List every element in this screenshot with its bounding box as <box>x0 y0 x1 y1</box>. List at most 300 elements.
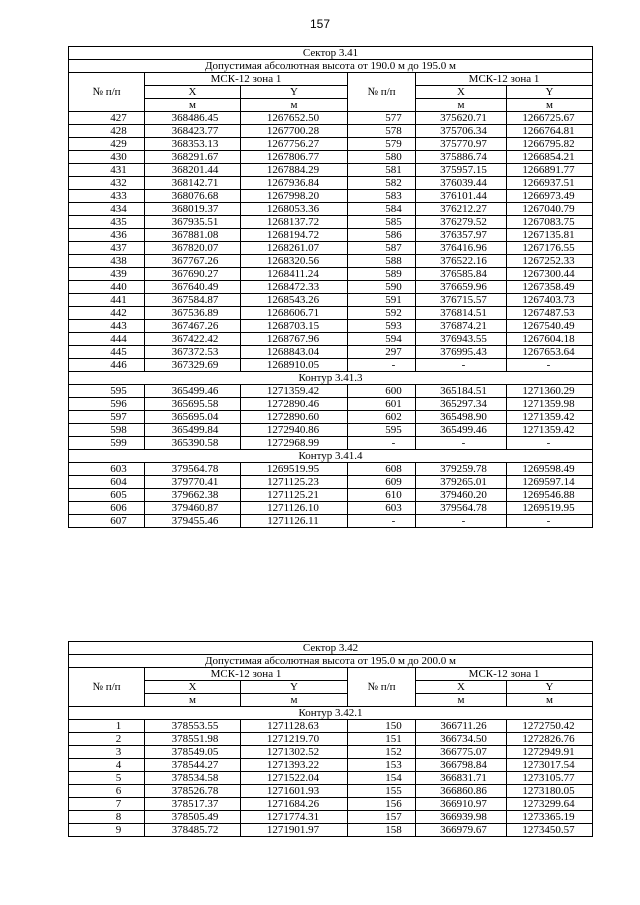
point-number: 443 <box>69 320 145 333</box>
coord-y: 1267806.77 <box>241 151 348 164</box>
coord-y: 1268703.15 <box>241 320 348 333</box>
point-number: 8 <box>69 811 145 824</box>
coord-y: 1271522.04 <box>241 772 348 785</box>
point-number: 444 <box>69 333 145 346</box>
coord-y: 1273299.64 <box>507 798 593 811</box>
coord-x: 379460.20 <box>416 489 507 502</box>
coord-x: 367640.49 <box>145 281 241 294</box>
table-row <box>69 489 593 502</box>
coord-x: 367536.89 <box>145 307 241 320</box>
point-number: 584 <box>348 203 416 216</box>
coord-x: 379770.41 <box>145 476 241 489</box>
coord-y: 1268261.07 <box>241 242 348 255</box>
point-number: 158 <box>348 824 416 837</box>
coord-y: 1269546.88 <box>507 489 593 502</box>
point-number: 608 <box>348 463 416 476</box>
coord-x: 379265.01 <box>416 476 507 489</box>
coord-y: 1266764.81 <box>507 125 593 138</box>
header-x: X <box>145 681 241 694</box>
point-number: 431 <box>69 164 145 177</box>
table-row <box>69 398 593 411</box>
point-number: 605 <box>69 489 145 502</box>
coord-y: 1271125.21 <box>241 489 348 502</box>
coord-y: 1272890.46 <box>241 398 348 411</box>
header-num: № п/п <box>69 73 145 112</box>
coord-x: 376212.27 <box>416 203 507 216</box>
point-number: 586 <box>348 229 416 242</box>
point-number: 593 <box>348 320 416 333</box>
point-number: 3 <box>69 746 145 759</box>
coord-y: 1268767.96 <box>241 333 348 346</box>
point-number: 433 <box>69 190 145 203</box>
coord-y: 1272826.76 <box>507 733 593 746</box>
coord-x: - <box>416 515 507 528</box>
coord-x: 366775.07 <box>416 746 507 759</box>
coord-y: 1268606.71 <box>241 307 348 320</box>
coord-y: 1268843.04 <box>241 346 348 359</box>
sector-title: Сектор 3.41 <box>69 47 593 60</box>
point-number: 427 <box>69 112 145 125</box>
point-number: 589 <box>348 268 416 281</box>
coord-y: 1272750.42 <box>507 720 593 733</box>
table-row <box>69 515 593 528</box>
point-number: 606 <box>69 502 145 515</box>
point-number: 607 <box>69 515 145 528</box>
coord-y: 1267604.18 <box>507 333 593 346</box>
coord-x: 379460.87 <box>145 502 241 515</box>
coord-y: 1271774.31 <box>241 811 348 824</box>
table-row <box>69 798 593 811</box>
coord-y: - <box>507 515 593 528</box>
sector-table <box>68 641 593 837</box>
coord-x: 368142.71 <box>145 177 241 190</box>
coord-x: 376659.96 <box>416 281 507 294</box>
point-number: 429 <box>69 138 145 151</box>
header-system: МСК-12 зона 1 <box>145 73 348 86</box>
height-range: Допустимая абсолютная высота от 195.0 м до 200.0 м <box>69 655 593 668</box>
point-number: 594 <box>348 333 416 346</box>
coord-y: 1267700.28 <box>241 125 348 138</box>
point-number: 603 <box>69 463 145 476</box>
coord-y: 1269519.95 <box>507 502 593 515</box>
table-row <box>69 242 593 255</box>
coord-x: 367329.69 <box>145 359 241 372</box>
table-row <box>69 385 593 398</box>
coord-x: - <box>416 437 507 450</box>
point-number: 590 <box>348 281 416 294</box>
contour-title: Контур 3.41.3 <box>69 372 593 385</box>
point-number: 9 <box>69 824 145 837</box>
coord-y: 1267135.81 <box>507 229 593 242</box>
coord-x: 365297.34 <box>416 398 507 411</box>
coord-x: 379455.46 <box>145 515 241 528</box>
point-number: 579 <box>348 138 416 151</box>
coord-x: 367372.53 <box>145 346 241 359</box>
coord-x: 365695.58 <box>145 398 241 411</box>
coord-x: 366910.97 <box>416 798 507 811</box>
table-row <box>69 463 593 476</box>
table-row <box>69 125 593 138</box>
coord-x: 367820.07 <box>145 242 241 255</box>
coord-x: 367881.08 <box>145 229 241 242</box>
table-row <box>69 164 593 177</box>
coord-x: 376814.51 <box>416 307 507 320</box>
coord-x: 376279.52 <box>416 216 507 229</box>
coord-y: 1273450.57 <box>507 824 593 837</box>
table-row <box>69 320 593 333</box>
coord-y: 1273017.54 <box>507 759 593 772</box>
sector-table <box>68 46 593 528</box>
table-row <box>69 811 593 824</box>
coord-x: 365390.58 <box>145 437 241 450</box>
coord-x: 366979.67 <box>416 824 507 837</box>
header-unit: м <box>416 694 507 707</box>
point-number: 7 <box>69 798 145 811</box>
coord-y: 1268910.05 <box>241 359 348 372</box>
coord-y: 1266937.51 <box>507 177 593 190</box>
coord-y: 1267300.44 <box>507 268 593 281</box>
point-number: 153 <box>348 759 416 772</box>
coord-x: 365695.04 <box>145 411 241 424</box>
table-row <box>69 255 593 268</box>
coord-y: 1271360.29 <box>507 385 593 398</box>
coord-y: 1271901.97 <box>241 824 348 837</box>
coord-y: 1272968.99 <box>241 437 348 450</box>
header-y: Y <box>241 681 348 694</box>
coord-y: 1271125.23 <box>241 476 348 489</box>
coord-x: 365184.51 <box>416 385 507 398</box>
table-row <box>69 190 593 203</box>
point-number: 2 <box>69 733 145 746</box>
header-unit: м <box>241 694 348 707</box>
table-row <box>69 733 593 746</box>
point-number: 6 <box>69 785 145 798</box>
coord-x: 378485.72 <box>145 824 241 837</box>
point-number: 582 <box>348 177 416 190</box>
point-number: 430 <box>69 151 145 164</box>
header-unit: м <box>507 694 593 707</box>
point-number: 604 <box>69 476 145 489</box>
coord-y: - <box>507 359 593 372</box>
point-number: 601 <box>348 398 416 411</box>
header-unit: м <box>145 99 241 112</box>
coord-x: 376585.84 <box>416 268 507 281</box>
coord-y: 1267540.49 <box>507 320 593 333</box>
coord-x: 378544.27 <box>145 759 241 772</box>
header-y: Y <box>507 681 593 694</box>
header-y: Y <box>507 86 593 99</box>
header-unit: м <box>241 99 348 112</box>
point-number: 437 <box>69 242 145 255</box>
point-number: 591 <box>348 294 416 307</box>
table-row <box>69 333 593 346</box>
header-x: X <box>416 86 507 99</box>
point-number: 151 <box>348 733 416 746</box>
coord-y: 1271302.52 <box>241 746 348 759</box>
point-number: 436 <box>69 229 145 242</box>
coord-x: 379564.78 <box>416 502 507 515</box>
coord-y: 1269597.14 <box>507 476 593 489</box>
point-number: 152 <box>348 746 416 759</box>
coord-x: 368486.45 <box>145 112 241 125</box>
point-number: 583 <box>348 190 416 203</box>
table-row <box>69 759 593 772</box>
coord-y: 1268320.56 <box>241 255 348 268</box>
coord-y: 1267936.84 <box>241 177 348 190</box>
table-row <box>69 424 593 437</box>
coord-x: 378526.78 <box>145 785 241 798</box>
coord-x: 367467.26 <box>145 320 241 333</box>
table-row <box>69 203 593 216</box>
coord-x: 376943.55 <box>416 333 507 346</box>
table-row <box>69 720 593 733</box>
coord-x: 378551.98 <box>145 733 241 746</box>
coord-y: 1273365.19 <box>507 811 593 824</box>
point-number: 150 <box>348 720 416 733</box>
coord-y: 1272949.91 <box>507 746 593 759</box>
coord-x: 365499.46 <box>145 385 241 398</box>
coord-x: 367767.26 <box>145 255 241 268</box>
coord-x: 376101.44 <box>416 190 507 203</box>
header-x: X <box>416 681 507 694</box>
coord-y: 1267403.73 <box>507 294 593 307</box>
point-number: 600 <box>348 385 416 398</box>
coord-y: 1266973.49 <box>507 190 593 203</box>
coord-x: 368019.37 <box>145 203 241 216</box>
coord-x: 378505.49 <box>145 811 241 824</box>
table-row <box>69 294 593 307</box>
coord-x: 366711.26 <box>416 720 507 733</box>
point-number: - <box>348 437 416 450</box>
point-number: 581 <box>348 164 416 177</box>
point-number: 445 <box>69 346 145 359</box>
table-row <box>69 746 593 759</box>
coord-y: 1271219.70 <box>241 733 348 746</box>
table-row <box>69 437 593 450</box>
coord-y: 1267884.29 <box>241 164 348 177</box>
table-row <box>69 229 593 242</box>
table-row <box>69 307 593 320</box>
coord-x: 368201.44 <box>145 164 241 177</box>
point-number: 596 <box>69 398 145 411</box>
coord-x: 375620.71 <box>416 112 507 125</box>
coord-x: 379662.38 <box>145 489 241 502</box>
coord-x: 368353.13 <box>145 138 241 151</box>
coord-y: 1268411.24 <box>241 268 348 281</box>
point-number: 580 <box>348 151 416 164</box>
coord-x: 368291.67 <box>145 151 241 164</box>
coord-x: 376715.57 <box>416 294 507 307</box>
table-row <box>69 268 593 281</box>
coord-y: 1267083.75 <box>507 216 593 229</box>
point-number: 5 <box>69 772 145 785</box>
coord-x: 378549.05 <box>145 746 241 759</box>
point-number: 588 <box>348 255 416 268</box>
point-number: 609 <box>348 476 416 489</box>
table-row <box>69 785 593 798</box>
header-num: № п/п <box>348 668 416 707</box>
coord-x: 379564.78 <box>145 463 241 476</box>
coord-x: - <box>416 359 507 372</box>
coord-x: 379259.78 <box>416 463 507 476</box>
coord-y: 1271359.42 <box>507 424 593 437</box>
table-row <box>69 359 593 372</box>
point-number: 598 <box>69 424 145 437</box>
point-number: 4 <box>69 759 145 772</box>
table-row <box>69 112 593 125</box>
coord-y: 1267040.79 <box>507 203 593 216</box>
point-number: 578 <box>348 125 416 138</box>
coord-y: 1269519.95 <box>241 463 348 476</box>
coord-x: 366939.98 <box>416 811 507 824</box>
point-number: 438 <box>69 255 145 268</box>
coord-y: 1267756.27 <box>241 138 348 151</box>
point-number: 597 <box>69 411 145 424</box>
coord-y: 1271359.42 <box>241 385 348 398</box>
point-number: 442 <box>69 307 145 320</box>
coord-y: 1271393.22 <box>241 759 348 772</box>
coord-x: 376995.43 <box>416 346 507 359</box>
point-number: 439 <box>69 268 145 281</box>
coord-y: 1272940.86 <box>241 424 348 437</box>
point-number: 157 <box>348 811 416 824</box>
coord-y: 1266795.82 <box>507 138 593 151</box>
coord-x: 378553.55 <box>145 720 241 733</box>
point-number: 428 <box>69 125 145 138</box>
point-number: 603 <box>348 502 416 515</box>
coord-y: 1267358.49 <box>507 281 593 294</box>
point-number: 602 <box>348 411 416 424</box>
coord-x: 376357.97 <box>416 229 507 242</box>
page-number: 157 <box>309 17 331 31</box>
coord-x: 366798.84 <box>416 759 507 772</box>
header-unit: м <box>507 99 593 112</box>
table-row <box>69 411 593 424</box>
height-range: Допустимая абсолютная высота от 190.0 м до 195.0 м <box>69 60 593 73</box>
table-row <box>69 177 593 190</box>
coord-x: 375886.74 <box>416 151 507 164</box>
coord-y: 1271128.63 <box>241 720 348 733</box>
point-number: 610 <box>348 489 416 502</box>
coord-y: 1271684.26 <box>241 798 348 811</box>
coord-x: 367690.27 <box>145 268 241 281</box>
point-number: 441 <box>69 294 145 307</box>
coord-x: 375706.34 <box>416 125 507 138</box>
coord-y: 1267487.53 <box>507 307 593 320</box>
coord-y: 1272890.60 <box>241 411 348 424</box>
point-number: 577 <box>348 112 416 125</box>
table-row <box>69 824 593 837</box>
coord-y: 1271126.10 <box>241 502 348 515</box>
point-number: 585 <box>348 216 416 229</box>
header-unit: м <box>416 99 507 112</box>
header-y: Y <box>241 86 348 99</box>
coord-y: 1268194.72 <box>241 229 348 242</box>
coord-x: 376416.96 <box>416 242 507 255</box>
coord-y: 1268137.72 <box>241 216 348 229</box>
point-number: 595 <box>348 424 416 437</box>
point-number: 156 <box>348 798 416 811</box>
coord-x: 365499.84 <box>145 424 241 437</box>
header-system: МСК-12 зона 1 <box>145 668 348 681</box>
contour-title: Контур 3.42.1 <box>69 707 593 720</box>
coord-y: 1271359.98 <box>507 398 593 411</box>
header-system: МСК-12 зона 1 <box>416 73 593 86</box>
coord-y: 1268472.33 <box>241 281 348 294</box>
coord-x: 376039.44 <box>416 177 507 190</box>
coord-x: 365499.46 <box>416 424 507 437</box>
header-unit: м <box>145 694 241 707</box>
header-x: X <box>145 86 241 99</box>
table-row <box>69 476 593 489</box>
point-number: 154 <box>348 772 416 785</box>
point-number: 587 <box>348 242 416 255</box>
table-row <box>69 281 593 294</box>
coord-x: 376874.21 <box>416 320 507 333</box>
coord-x: 368076.68 <box>145 190 241 203</box>
header-num: № п/п <box>69 668 145 707</box>
coord-x: 378534.58 <box>145 772 241 785</box>
coord-y: - <box>507 437 593 450</box>
header-system: МСК-12 зона 1 <box>416 668 593 681</box>
coord-y: 1267252.33 <box>507 255 593 268</box>
coord-y: 1268543.26 <box>241 294 348 307</box>
table-row <box>69 138 593 151</box>
coord-y: 1271601.93 <box>241 785 348 798</box>
coord-x: 378517.37 <box>145 798 241 811</box>
point-number: 432 <box>69 177 145 190</box>
coord-x: 367935.51 <box>145 216 241 229</box>
coord-x: 366734.50 <box>416 733 507 746</box>
coord-y: 1266891.77 <box>507 164 593 177</box>
coord-y: 1273180.05 <box>507 785 593 798</box>
point-number: 595 <box>69 385 145 398</box>
point-number: 440 <box>69 281 145 294</box>
table-row <box>69 502 593 515</box>
coord-y: 1266725.67 <box>507 112 593 125</box>
point-number: 592 <box>348 307 416 320</box>
coord-y: 1267652.50 <box>241 112 348 125</box>
header-num: № п/п <box>348 73 416 112</box>
point-number: 435 <box>69 216 145 229</box>
coord-x: 375770.97 <box>416 138 507 151</box>
coord-x: 366831.71 <box>416 772 507 785</box>
point-number: 297 <box>348 346 416 359</box>
coord-x: 365498.90 <box>416 411 507 424</box>
point-number: 446 <box>69 359 145 372</box>
coord-y: 1267176.55 <box>507 242 593 255</box>
coord-x: 376522.16 <box>416 255 507 268</box>
point-number: - <box>348 515 416 528</box>
coord-y: 1271359.42 <box>507 411 593 424</box>
coord-x: 367422.42 <box>145 333 241 346</box>
table-row <box>69 216 593 229</box>
point-number: 1 <box>69 720 145 733</box>
table-row <box>69 772 593 785</box>
point-number: 155 <box>348 785 416 798</box>
coord-y: 1268053.36 <box>241 203 348 216</box>
point-number: 599 <box>69 437 145 450</box>
coord-y: 1267653.64 <box>507 346 593 359</box>
table-row <box>69 346 593 359</box>
point-number: 434 <box>69 203 145 216</box>
contour-title: Контур 3.41.4 <box>69 450 593 463</box>
coord-y: 1271126.11 <box>241 515 348 528</box>
point-number: - <box>348 359 416 372</box>
coord-y: 1266854.21 <box>507 151 593 164</box>
coord-y: 1273105.77 <box>507 772 593 785</box>
coord-y: 1269598.49 <box>507 463 593 476</box>
